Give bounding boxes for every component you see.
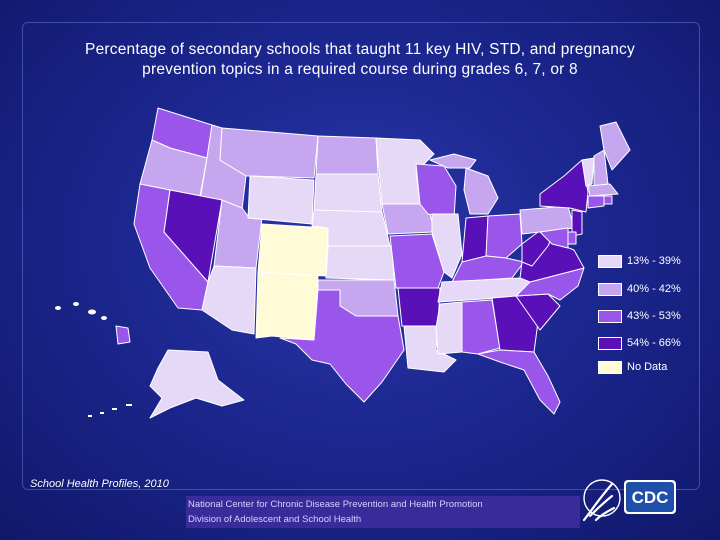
legend-swatch — [598, 337, 622, 350]
state-AZ — [202, 266, 256, 334]
state-ND — [316, 136, 378, 174]
legend-swatch — [598, 310, 622, 323]
hawaii-island-2 — [73, 302, 79, 306]
legend-item-nodata — [598, 360, 718, 376]
state-IN — [462, 216, 488, 262]
state-MI — [464, 168, 498, 214]
hawaii-island-1 — [55, 306, 61, 310]
legend-label: 40% - 42% — [627, 283, 681, 295]
title-line-2: prevention topics in a required course during grades 6, 7, or 8 — [142, 61, 578, 78]
state-AR — [398, 288, 440, 326]
legend-swatch — [598, 361, 622, 374]
footer-center-name: National Center for Chronic Disease Prevention and Health Promotion — [186, 496, 580, 513]
state-SD — [314, 174, 382, 214]
state-CO — [258, 224, 328, 276]
state-DE — [568, 232, 576, 244]
state-OH — [486, 214, 522, 258]
state-NY — [540, 160, 588, 212]
title-line-1: Percentage of secondary schools that taught 11 key HIV, STD, and pregnancy — [85, 41, 635, 58]
legend-item-bin3 — [598, 309, 718, 325]
cdc-logo — [578, 470, 682, 528]
hhs-eagle-icon — [584, 480, 620, 520]
state-MS — [436, 302, 462, 354]
legend-swatch — [598, 283, 622, 296]
legend-label: 43% - 53% — [627, 310, 681, 322]
state-AK — [150, 350, 244, 418]
hawaii-island-3 — [88, 310, 96, 315]
legend-item-bin2 — [598, 282, 718, 298]
state-HI — [116, 326, 130, 344]
legend-label: No Data — [627, 361, 668, 373]
state-KS — [326, 246, 394, 280]
source-citation: School Health Profiles, 2010 — [30, 478, 169, 490]
state-FL — [478, 350, 560, 414]
state-RI — [604, 196, 612, 204]
legend-item-bin4 — [598, 336, 718, 352]
legend-swatch — [598, 255, 622, 268]
legend-label: 54% - 66% — [627, 337, 681, 349]
footer-division-name: Division of Adolescent and School Health — [186, 511, 580, 528]
aleutian-island — [126, 404, 132, 406]
aleutian-island — [112, 408, 117, 410]
aleutian-island — [88, 415, 92, 417]
state-MA — [588, 184, 618, 196]
legend-item-bin1 — [598, 254, 718, 270]
cdc-logo-text: CDC — [631, 488, 669, 507]
aleutian-island — [100, 412, 104, 414]
state-CT — [588, 196, 604, 208]
legend-label: 13% - 39% — [627, 255, 681, 267]
hawaii-island-4 — [101, 316, 107, 320]
state-NM — [256, 272, 318, 340]
state-WY — [248, 176, 314, 224]
